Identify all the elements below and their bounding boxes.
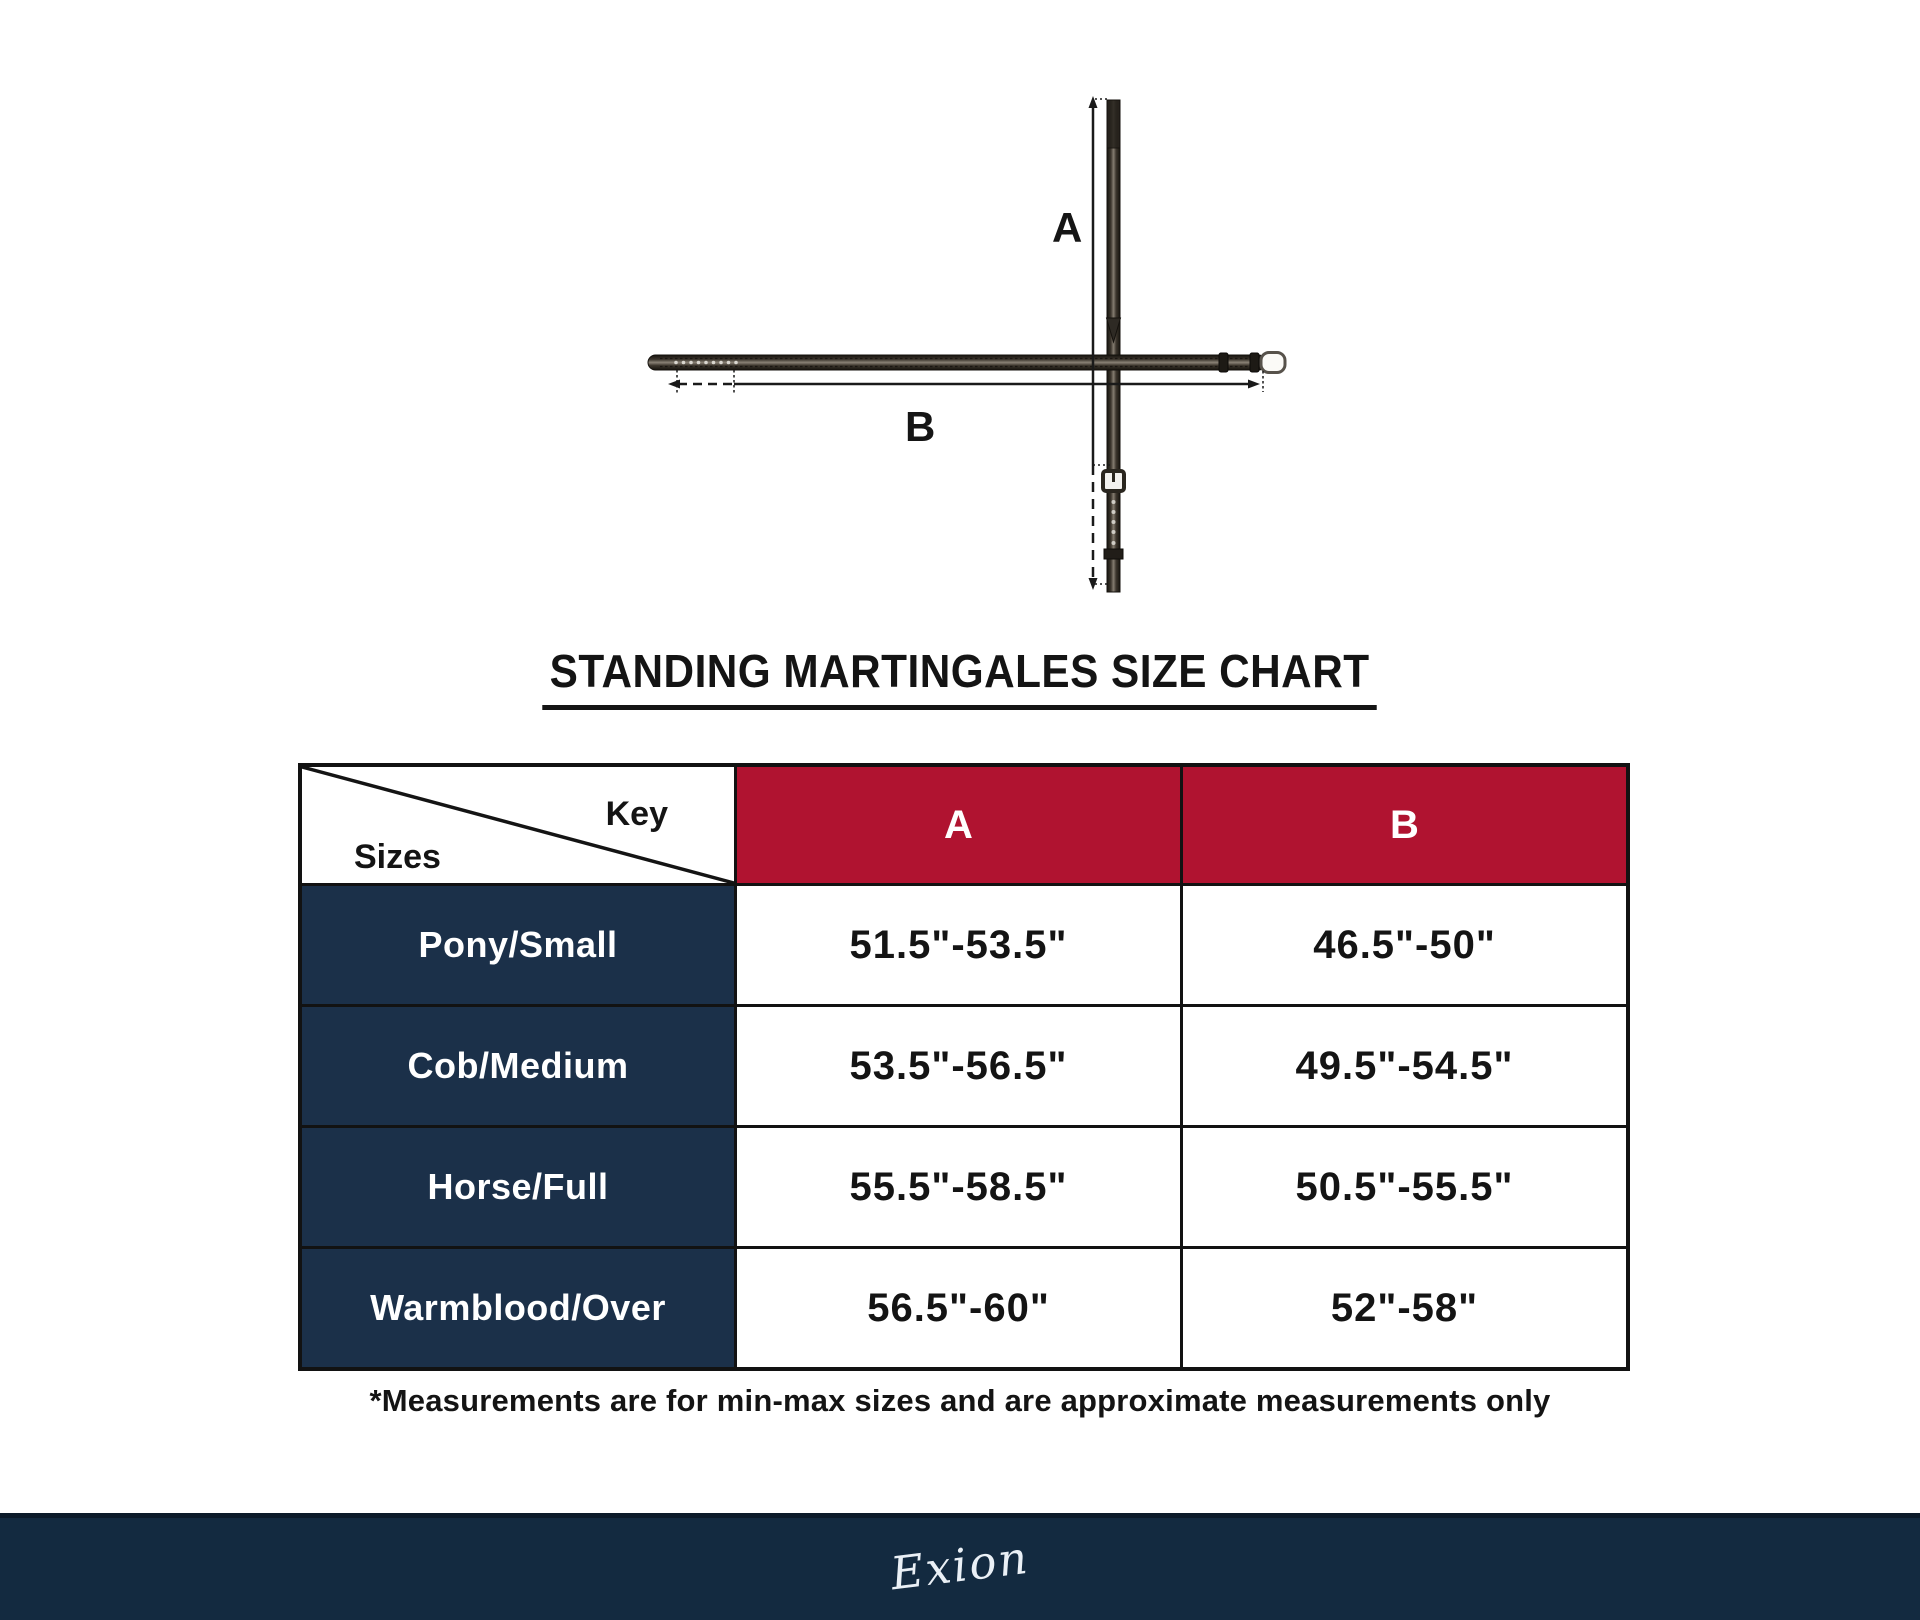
value-horse-full-a: 55.5"-58.5" (737, 1128, 1180, 1246)
column-header-a: A (737, 767, 1180, 883)
measurements-footnote: *Measurements are for min-max sizes and are approximate measurements only (369, 1383, 1551, 1418)
brand-logo: Exion (887, 1530, 1032, 1600)
row-label-pony-small: Pony/Small (302, 886, 734, 1004)
diagram-label-b: B (905, 403, 936, 450)
table-corner-cell (302, 767, 734, 883)
value-pony-small-a: 51.5"-53.5" (737, 886, 1180, 1004)
value-warmblood-over-a: 56.5"-60" (737, 1249, 1180, 1367)
corner-sizes-label: Sizes (354, 838, 441, 876)
value-cob-medium-a: 53.5"-56.5" (737, 1007, 1180, 1125)
horizontal-strap (648, 353, 1285, 373)
value-cob-medium-b: 49.5"-54.5" (1183, 1007, 1626, 1125)
page-title: STANDING MARTINGALES SIZE CHART (543, 644, 1378, 710)
value-warmblood-over-b: 52"-58" (1183, 1249, 1626, 1367)
row-label-cob-medium: Cob/Medium (302, 1007, 734, 1125)
row-label-warmblood-over: Warmblood/Over (302, 1249, 734, 1367)
measurement-b (668, 370, 1263, 394)
value-horse-full-b: 50.5"-55.5" (1183, 1128, 1626, 1246)
vertical-strap (1103, 100, 1124, 592)
strap-keeper (1219, 353, 1228, 372)
martingale-diagram (0, 0, 1920, 650)
row-label-horse-full: Horse/Full (302, 1128, 734, 1246)
column-header-b: B (1183, 767, 1626, 883)
footer-bar (0, 1513, 1920, 1620)
corner-key-label: Key (605, 795, 668, 833)
diagram-label-a: A (1052, 204, 1083, 251)
end-ring (1261, 353, 1285, 373)
strap-keeper (1250, 353, 1259, 372)
adjustment-holes (674, 361, 738, 365)
vertical-strap-keeper (1104, 549, 1123, 559)
size-chart-table (298, 763, 1630, 1371)
value-pony-small-b: 46.5"-50" (1183, 886, 1626, 1004)
